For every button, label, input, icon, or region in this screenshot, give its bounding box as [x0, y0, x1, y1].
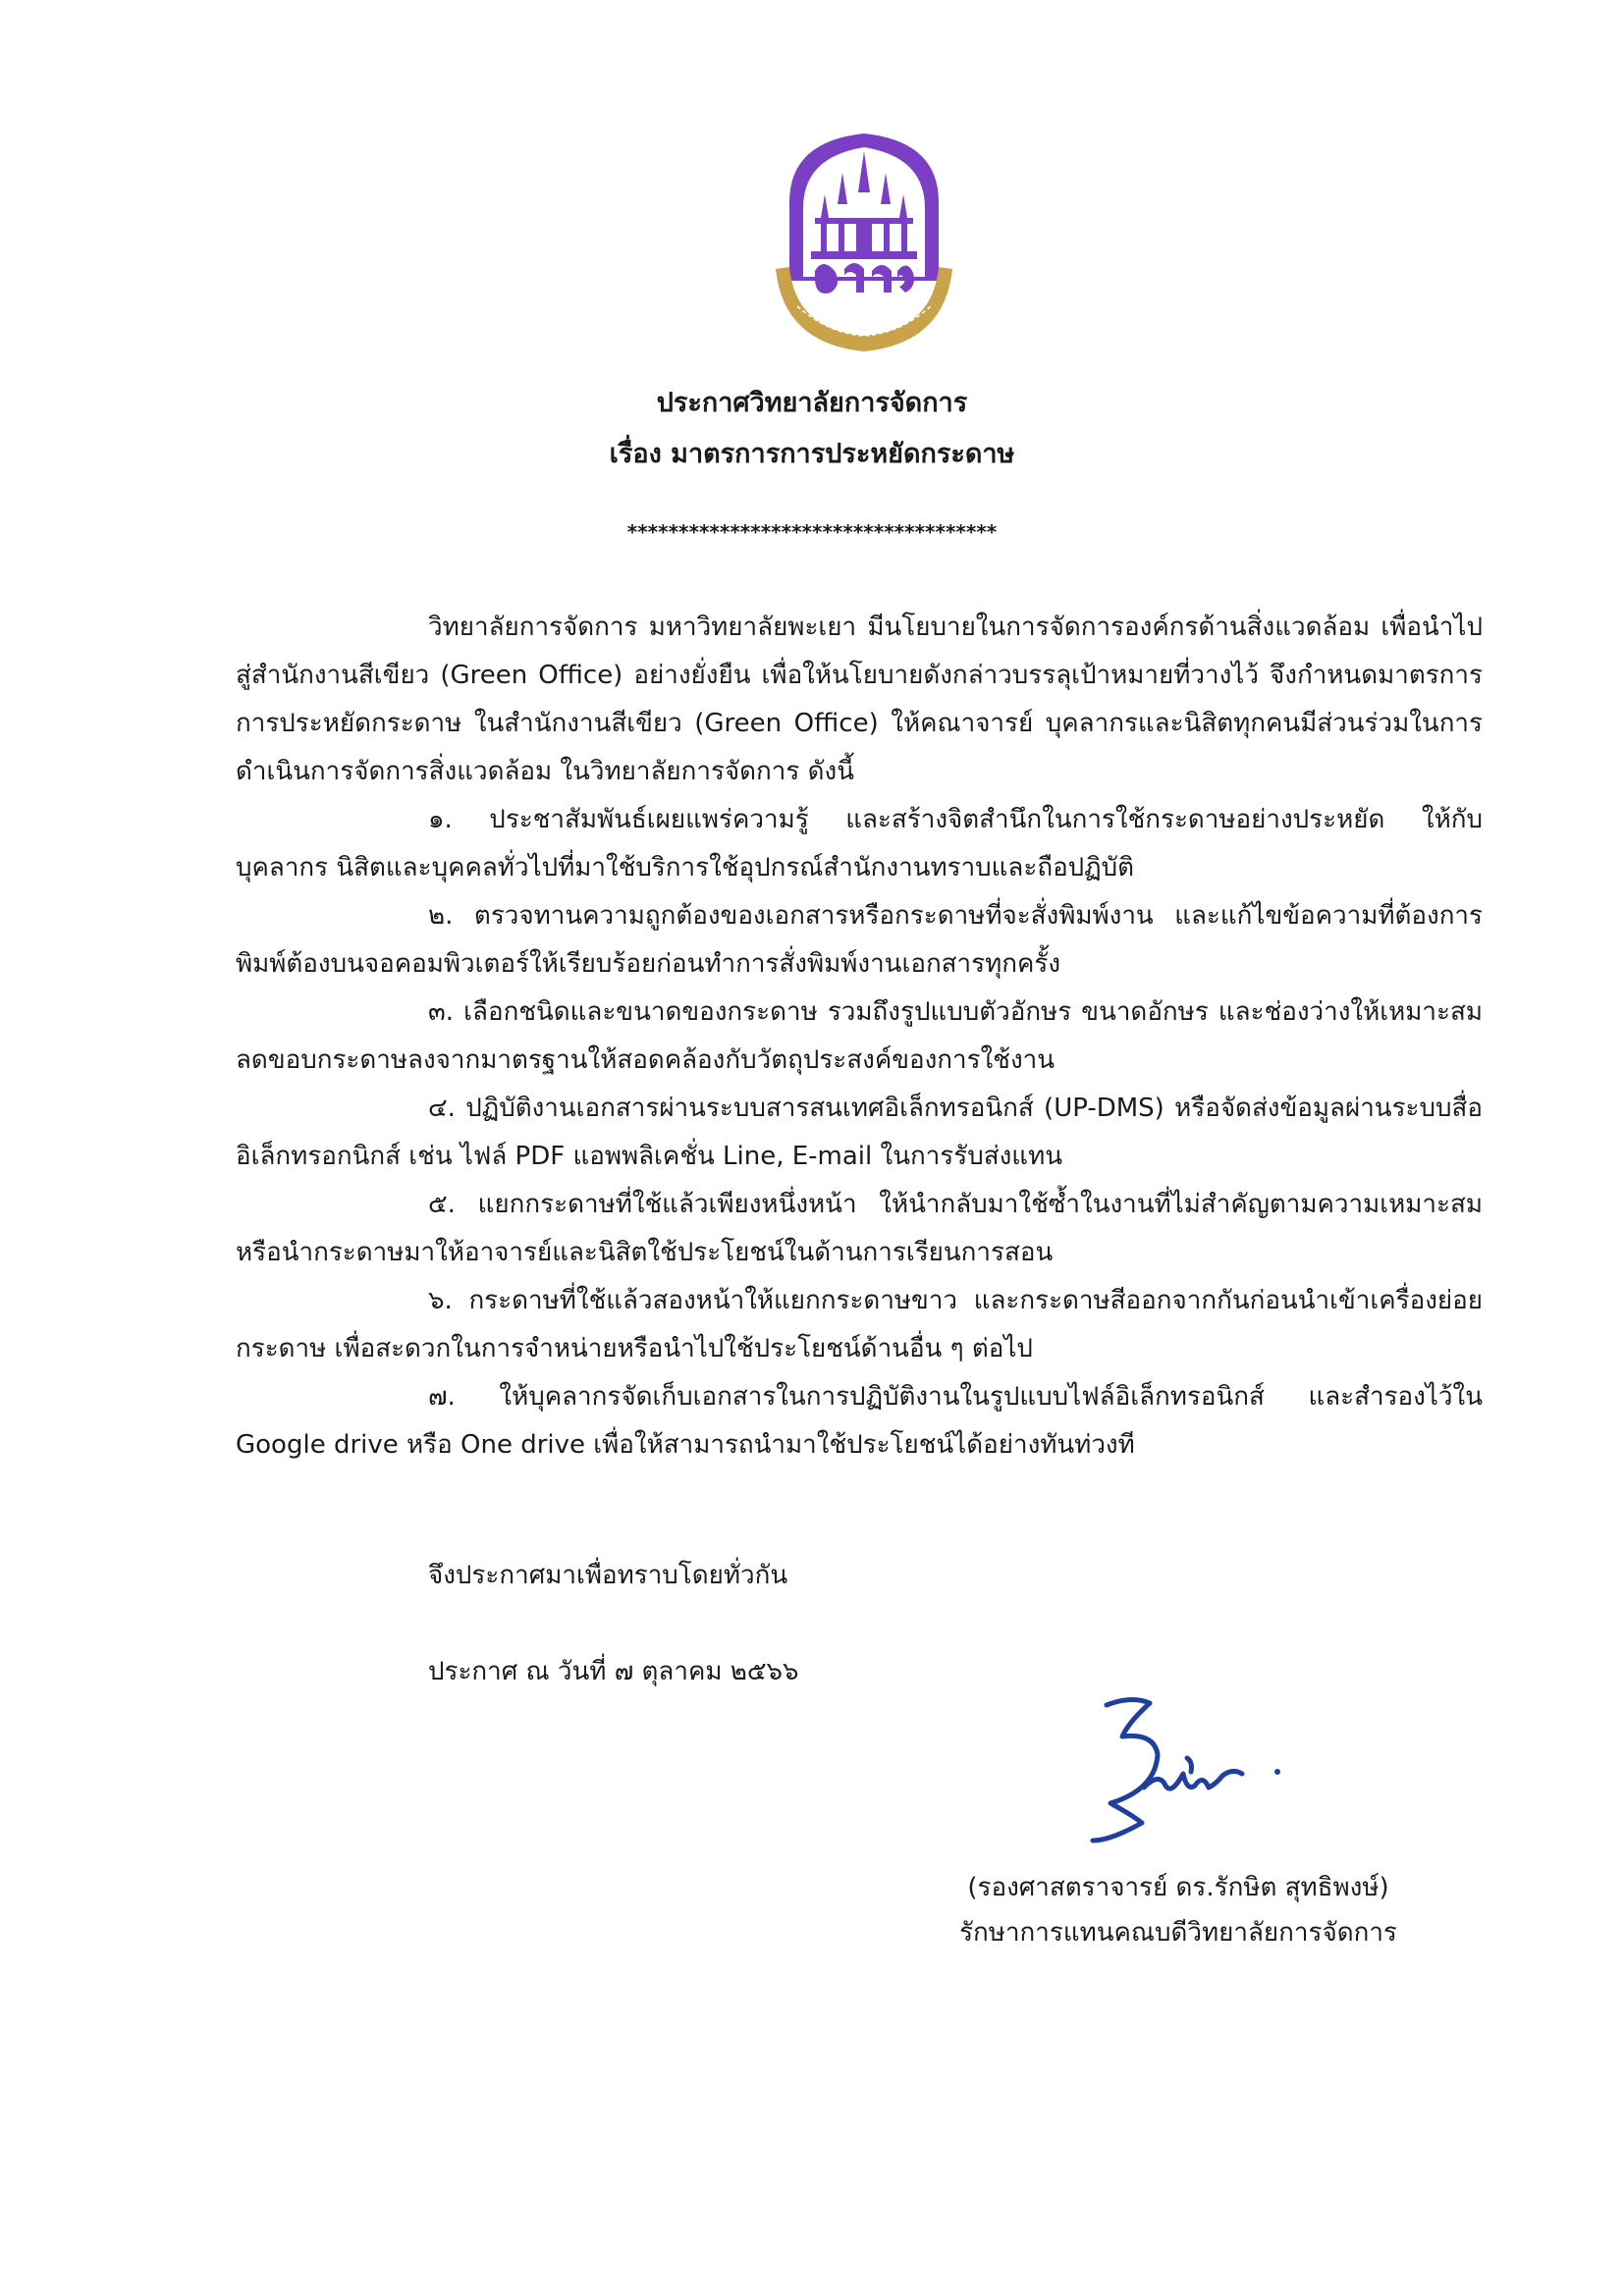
announcement-body — [236, 604, 1483, 1469]
measure-item-7: ๗. ให้บุคลากรจัดเก็บเอกสารในการปฏิบัติงานในรูปแบบไฟล์อิเล็กทรอนิกส์ และสำรองไว้ใน Google drive หรือ One drive เพื่อให้สามารถนำมาใช้ประโยชน์ได้อย่างทันท่วงที — [236, 1382, 1483, 1460]
title-line-2: เรื่อง มาตรการการประหยัดกระดาษ — [609, 439, 1015, 469]
signer-block — [884, 1865, 1473, 1955]
separator: ************************************ — [626, 520, 998, 544]
measure-item-5: ๕. แยกกระดาษที่ใช้แล้วเพียงหนึ่งหน้า ให้นำกลับมาใช้ซ้ำในงานที่ไม่สำคัญตามความเหมาะสม หรือนำกระดาษมาให้อาจารย์และนิสิตใช้ประโยชน์ในด้านการเรียนการสอน — [236, 1190, 1483, 1267]
handwritten-signature-icon — [1085, 1693, 1301, 1850]
measure-item-3: ๓. เลือกชนิดและขนาดของกระดาษ รวมถึงรูปแบบตัวอักษร ขนาดอักษร และช่องว่างให้เหมาะสม ลดขอบกระดาษลงจากมาตรฐานให้สอดคล้องกับวัตถุประสงค์ของการใช้งาน — [236, 997, 1483, 1075]
announcement-date: ประกาศ ณ วันที่ ๗ ตุลาคม ๒๕๖๖ — [428, 1657, 799, 1686]
signer-position: รักษาการแทนคณบดีวิทยาลัยการจัดการ — [959, 1918, 1397, 1948]
measure-item-4: ๔. ปฏิบัติงานเอกสารผ่านระบบสารสนเทศอิเล็กทรอนิกส์ (UP-DMS) หรือจัดส่งข้อมูลผ่านระบบสื่ออิเล็กทรอกนิกส์ เช่น ไฟล์ PDF แอพพลิเคชั่น Line, E-mail ในการรับส่งแทน — [236, 1094, 1483, 1171]
signature — [1085, 1693, 1301, 1850]
closing-announcement: จึงประกาศมาเพื่อทราบโดยทั่วกัน — [428, 1561, 788, 1590]
university-seal-icon — [770, 133, 958, 355]
measure-item-1: ๑. ประชาสัมพันธ์เผยแพร่ความรู้ และสร้างจิตสำนึกในการใช้กระดาษอย่างประหยัด ให้กับบุคลากร นิสิตและบุคคลทั่วไปที่มาใช้บริการใช้อุปกรณ์สำนักงานทราบและถือปฏิบัติ — [236, 805, 1483, 882]
measure-item-6: ๖. กระดาษที่ใช้แล้วสองหน้าให้แยกกระดาษขาว และกระดาษสีออกจากกันก่อนนำเข้าเครื่องย่อยกระดาษ เพื่อสะดวกในการจำหน่ายหรือนำไปใช้ประโยชน์ด้านอื่น ๆ ต่อไป — [236, 1286, 1483, 1363]
announcement-title — [0, 378, 1624, 480]
title-line-1: ประกาศวิทยาลัยการจัดการ — [656, 388, 968, 418]
intro-paragraph: วิทยาลัยการจัดการ มหาวิทยาลัยพะเยา มีนโยบายในการจัดการองค์กรด้านสิ่งแวดล้อม เพื่อนำไปสู่สำนักงานสีเขียว (Green Office) อย่างยั่งยืน เพื่อให้นโยบายดังกล่าวบรรลุเป้าหมายที่วางไว้ จึงกำหนดมาตรการการประหยัดกระดาษ ในสำนักงานสีเขียว (Green Office) ให้คณาจารย์ บุคลากรและนิสิตทุกคนมีส่วนร่วมในการดำเนินการจัดการสิ่งแวดล้อม ในวิทยาลัยการจัดการ ดังนี้ — [236, 613, 1483, 786]
signer-name: (รองศาสตราจารย์ ดร.รักษิต สุทธิพงษ์) — [967, 1873, 1389, 1902]
measure-item-2: ๒. ตรวจทานความถูกต้องของเอกสารหรือกระดาษที่จะสั่งพิมพ์งาน และแก้ไขข้อความที่ต้องการพิมพ์ต้องบนจอคอมพิวเตอร์ให้เรียบร้อยก่อนทำการสั่งพิมพ์งานเอกสารทุกครั้ง — [236, 901, 1483, 979]
university-logo — [770, 133, 958, 355]
